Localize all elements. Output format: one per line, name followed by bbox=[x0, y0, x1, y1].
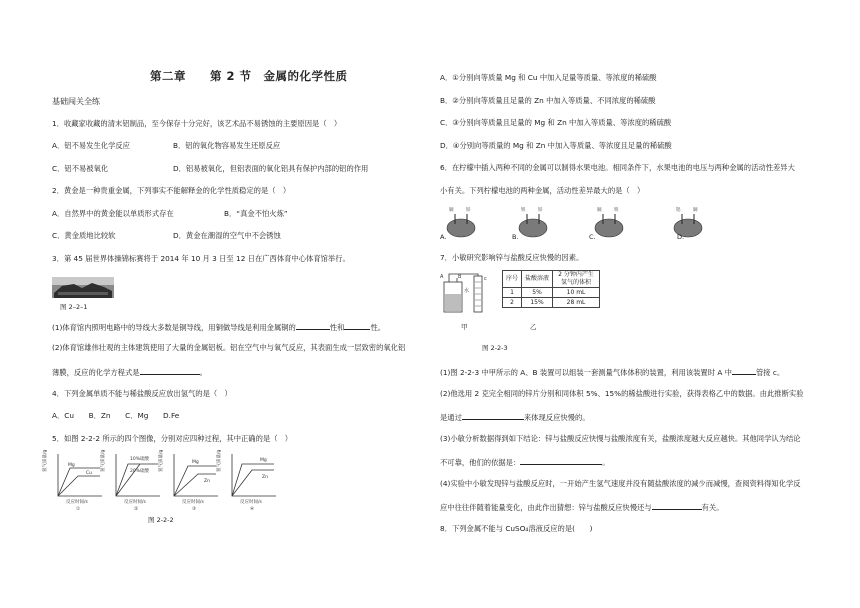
q3-1-text-a: (1)体育馆内照明电路中的导线大多数是铜导线，用铜做导线是利用金属铜的 bbox=[52, 323, 296, 332]
table-header: 2 分钟内产生氢气的体积 bbox=[553, 271, 600, 288]
q7-2-text-c: 来体现反应快慢的。 bbox=[523, 413, 590, 422]
g4-xlabel: 反应时间/s bbox=[240, 500, 262, 505]
q3-1-text-b: 性和 bbox=[329, 323, 345, 332]
table-row bbox=[503, 298, 600, 308]
answer-blank[interactable] bbox=[520, 456, 602, 465]
table-cell: 10 mL bbox=[553, 288, 600, 298]
g1-number: ① bbox=[76, 507, 81, 512]
question-1: 1．收藏家收藏的清末铝制品，至今保存十分完好，该艺术品不易锈蚀的主要原因是（ ） bbox=[52, 119, 342, 128]
lemon-c-left-metal: 铜 bbox=[597, 208, 602, 213]
q6-option-d: D. bbox=[677, 233, 685, 241]
table-header: 盐酸溶液 bbox=[522, 271, 553, 288]
q2-option-c: C．黄金质地比较软 bbox=[52, 231, 116, 240]
g2-curve-2-label: 20%硫酸 bbox=[130, 469, 150, 474]
q2-option-a: A．自然界中的黄金能以单质形式存在 bbox=[52, 209, 174, 218]
figure-2-2-2-graphs bbox=[43, 449, 280, 512]
q5-option-d: D．④分别向等质量的 Mg 和 Zn 中加入等质量、等浓度且足量的稀硫酸 bbox=[440, 141, 672, 150]
g4-number: ④ bbox=[250, 507, 255, 512]
q3-1-text-c: 性。 bbox=[370, 323, 386, 332]
g4-curve-1-label: Mg bbox=[260, 458, 267, 463]
q3-2-text-c: 。 bbox=[199, 368, 207, 377]
q5-option-b: B．②分别向等质量且足量的 Zn 中加入等质量、不同浓度的稀硫酸 bbox=[440, 96, 656, 105]
g3-number: ③ bbox=[192, 507, 197, 512]
g2-curve-1-label: 10%硫酸 bbox=[130, 457, 150, 462]
figure-label-jia: 甲 bbox=[461, 323, 468, 331]
answer-blank[interactable] bbox=[344, 321, 370, 330]
g3-curve-1-label: Mg bbox=[192, 460, 199, 465]
question-7-part-2-line2 bbox=[440, 411, 590, 422]
q7-1-text-b: 管接 c。 bbox=[755, 368, 785, 377]
g1-ylabel: 氢气质量/g bbox=[43, 449, 48, 472]
q5-option-a: A．①分别向等质量 Mg 和 Cu 中加入足量等质量、等浓度的稀硫酸 bbox=[440, 73, 657, 82]
lemon-a-left-metal: 铜 bbox=[449, 208, 454, 213]
page-title: 第二章 第 2 节 金属的化学性质 bbox=[150, 69, 348, 83]
g4-curve-2-label: Zn bbox=[262, 475, 268, 480]
answer-blank[interactable] bbox=[732, 366, 756, 375]
table-cell: 1 bbox=[503, 288, 522, 298]
q1-option-b: B．铝的氧化物容易发生还原反应 bbox=[173, 141, 281, 150]
figure-label-yi: 乙 bbox=[530, 323, 537, 331]
g4-ylabel: 氢气质量/g bbox=[217, 449, 222, 472]
section-heading: 基础闯关全练 bbox=[52, 97, 100, 106]
question-3-part-1 bbox=[52, 321, 385, 332]
lemon-d-left-metal: 铝 bbox=[676, 208, 681, 213]
q5-option-c: C．③分别向等质量且足量的 Mg 和 Zn 中加入等质量、等浓度的稀硫酸 bbox=[440, 118, 672, 127]
q7-3-text-c: 。 bbox=[602, 458, 610, 467]
question-2: 2．黄金是一种贵重金属，下列事实不能解释金的化学性质稳定的是（ ） bbox=[52, 186, 291, 195]
q1-option-d: D．铝易被氧化，但铝表面的氧化铝具有保护内部的铝的作用 bbox=[173, 164, 369, 173]
q1-option-a: A．铝不易发生化学反应 bbox=[52, 141, 130, 150]
table-cell: 2 bbox=[503, 298, 522, 308]
table-header: 序号 bbox=[503, 271, 522, 288]
figure-caption-2-2-2: 图 2-2-2 bbox=[148, 516, 174, 524]
figure-caption-2-2-3: 图 2-2-3 bbox=[482, 344, 508, 352]
g3-xlabel: 反应时间/s bbox=[182, 500, 204, 505]
question-3-part-2-line2 bbox=[52, 366, 207, 377]
apparatus-label-c: c bbox=[484, 276, 487, 282]
question-7-part-1 bbox=[440, 366, 784, 377]
q6-option-b: B. bbox=[512, 233, 519, 241]
g3-curve-2-label: Zn bbox=[204, 479, 210, 484]
lemon-c-right-metal: 铁 bbox=[614, 208, 619, 213]
answer-blank[interactable] bbox=[652, 501, 702, 510]
question-6-line2: 小有关。下列柠檬电池的两种金属，活动性差异最大的是（ ） bbox=[440, 186, 645, 195]
q7-4-text-c: 有关。 bbox=[701, 503, 724, 512]
q6-option-c: C. bbox=[589, 233, 596, 241]
reaction-data-table bbox=[502, 270, 600, 308]
table-cell: 5% bbox=[522, 288, 553, 298]
q3-2-text-b: 薄膜，反应的化学方程式是 bbox=[52, 368, 140, 377]
question-6-line1: 6．在柠檬中插入两种不同的金属可以制得水果电池。相同条件下，水果电池的电压与两种金属的活动性差异大 bbox=[440, 163, 795, 172]
g1-curve-1-label: Mg bbox=[68, 463, 75, 468]
lemon-a-right-metal: 锌 bbox=[466, 208, 471, 213]
q2-option-b: B．“真金不怕火炼” bbox=[224, 209, 288, 218]
question-8: 8．下列金属不能与 CuSO₄溶液反应的是( ) bbox=[440, 524, 593, 533]
question-7-part-2-line1: (2)他选用 2 克完全相同的锌片分别和同体积 5%、15%的稀盐酸进行实验，获得表格乙中的数据。由此推断实验 bbox=[440, 389, 804, 398]
question-4: 4．下列金属单质不能与稀盐酸反应放出氢气的是（ ） bbox=[52, 389, 232, 398]
g1-curve-2-label: Cu bbox=[86, 471, 92, 476]
table-cell: 28 mL bbox=[553, 298, 600, 308]
g2-ylabel: 氢气质量/g bbox=[101, 449, 106, 472]
lemon-b-left-metal: 铁 bbox=[521, 208, 526, 213]
table-row bbox=[503, 288, 600, 298]
g2-number: ② bbox=[134, 507, 139, 512]
answer-blank[interactable] bbox=[140, 366, 200, 375]
q7-4-text-b: 应中往往伴随着能量变化，由此作出猜想：锌与盐酸反应快慢还与 bbox=[440, 503, 652, 512]
question-7-part-4-line1: (4)实验中小敏发现锌与盐酸反应时，一开始产生氢气速度并没有随盐酸浓度的减少而减慢，查阅资料得知化学反 bbox=[440, 479, 801, 488]
q7-1-text-a: (1)图 2-2-3 中甲所示的 A、B 装置可以组装一套测量气体体积的装置，利用该装置时 A 中 bbox=[440, 368, 732, 377]
question-7-part-4-line2 bbox=[440, 501, 724, 512]
lemon-b-right-metal: 锌 bbox=[538, 208, 543, 213]
q6-option-a: A. bbox=[440, 233, 447, 241]
apparatus-label-b: B bbox=[458, 274, 462, 280]
q7-3-text-b: 不可靠，他们的依据是： bbox=[440, 458, 521, 467]
answer-blank[interactable] bbox=[462, 411, 524, 420]
answer-blank[interactable] bbox=[296, 321, 330, 330]
table-header-row bbox=[503, 271, 600, 288]
q7-2-text-b: 是通过 bbox=[440, 413, 462, 422]
g3-ylabel: 氢气质量/g bbox=[159, 449, 164, 472]
figure-caption-2-2-1: 图 2–2–1 bbox=[60, 303, 88, 311]
q4-options: A．Cu B．Zn C．Mg D.Fe bbox=[52, 411, 180, 420]
apparatus-label-a: A bbox=[440, 274, 444, 280]
q1-option-c: C．铝不易被氧化 bbox=[52, 164, 109, 173]
q2-option-d: D．黄金在潮湿的空气中不会锈蚀 bbox=[173, 231, 281, 240]
stadium-photo bbox=[52, 277, 114, 298]
question-7: 7．小敏研究影响锌与盐酸反应快慢的因素。 bbox=[440, 253, 584, 262]
question-5: 5．如图 2-2-2 所示的四个图像，分别对应四种过程，其中正确的是（ ） bbox=[52, 434, 293, 443]
question-7-part-3-line1: (3)小敏分析数据得到如下结论：锌与盐酸反应快慢与盐酸浓度有关，盐酸浓度越大反应越快。其他同学认为结论 bbox=[440, 434, 801, 443]
question-7-part-3-line2 bbox=[440, 456, 610, 467]
lemon-battery-figures bbox=[438, 204, 734, 240]
gas-apparatus-figure bbox=[440, 268, 496, 318]
question-3: 3．第 45 届世界体操锦标赛将于 2014 年 10 月 3 日至 12 日在广西体育中心体育馆举行。 bbox=[52, 254, 350, 263]
question-3-part-2-line1: (2)体育馆雄伟壮观的主体建筑使用了大量的金属铝板。铝在空气中与氧气反应，其表面生成一层致密的氧化铝 bbox=[52, 343, 406, 352]
table-cell: 15% bbox=[522, 298, 553, 308]
apparatus-label-water: 水 bbox=[464, 288, 470, 294]
g1-xlabel: 反应时间/s bbox=[66, 500, 88, 505]
lemon-d-right-metal: 铜 bbox=[693, 208, 698, 213]
g2-xlabel: 反应时间/s bbox=[124, 500, 146, 505]
